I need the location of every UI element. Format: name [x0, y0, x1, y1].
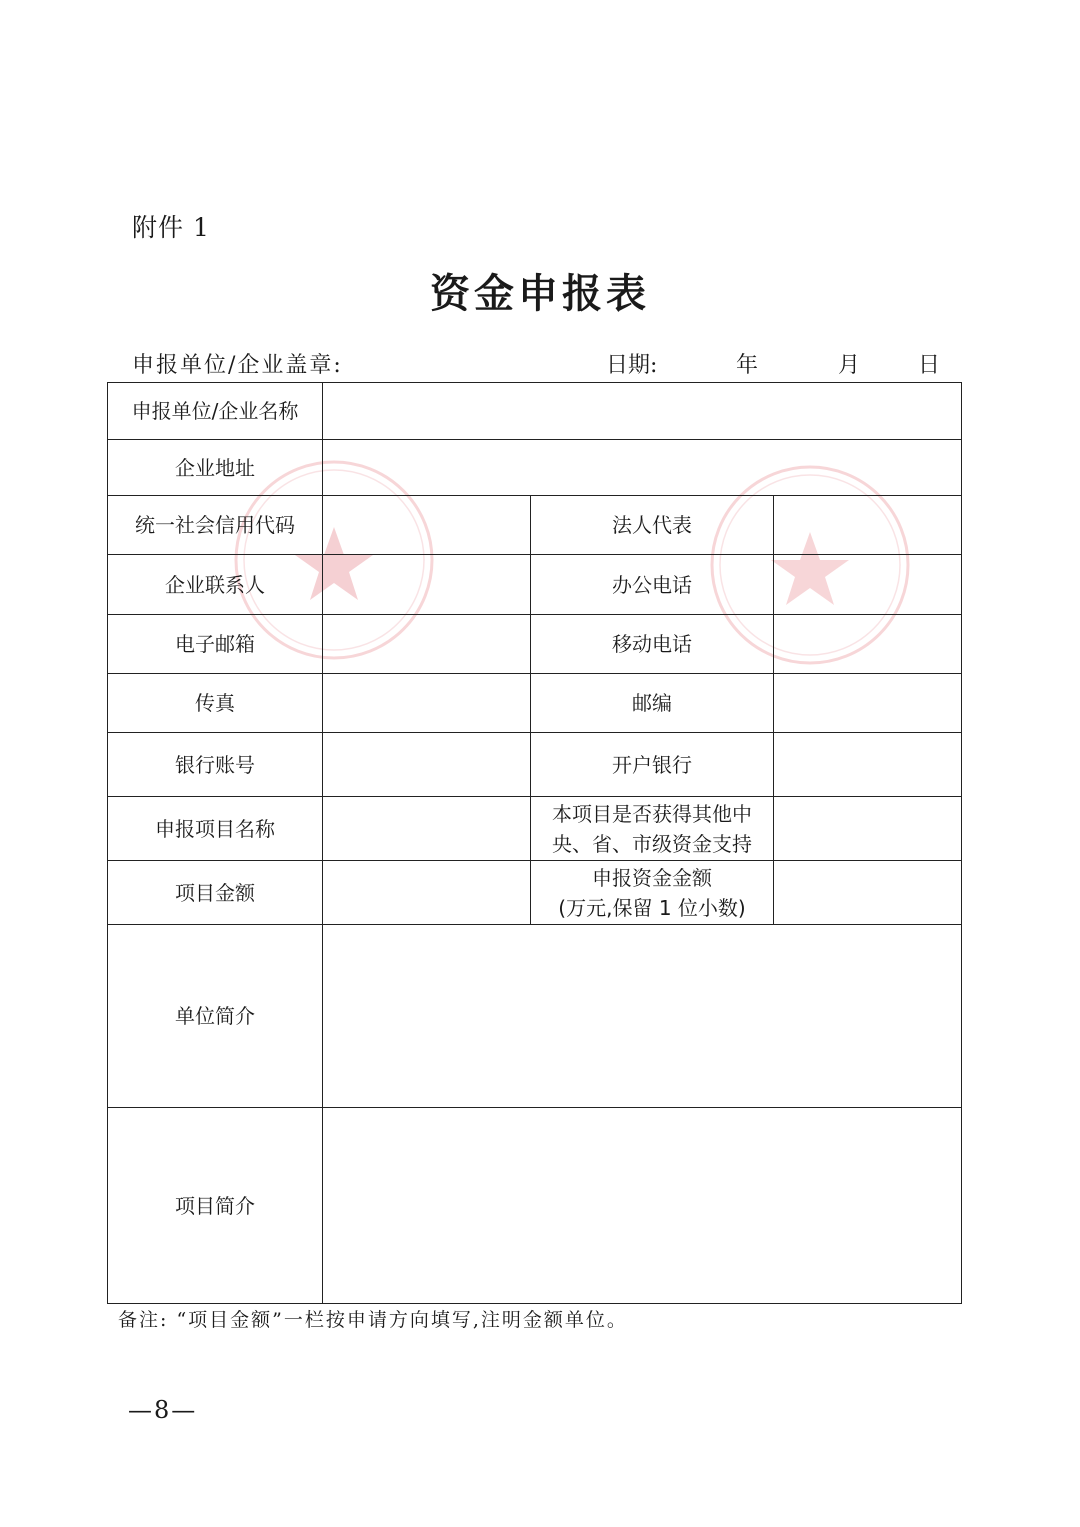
attachment-label: 附件 1: [132, 213, 210, 242]
company-address-label: 企业地址: [108, 440, 323, 496]
bank-account-label: 银行账号: [108, 733, 323, 797]
unit-intro-label: 单位简介: [108, 925, 323, 1108]
legal-rep-label: 法人代表: [531, 496, 774, 555]
date-line: [606, 348, 946, 378]
contact-field[interactable]: [323, 555, 531, 615]
requested-amount-label: [531, 861, 774, 925]
fax-label: 传真: [108, 674, 323, 733]
year-label: 年: [736, 353, 759, 378]
fax-field[interactable]: [323, 674, 531, 733]
company-name-label: 申报单位/企业名称: [108, 383, 323, 440]
mobile-label: 移动电话: [531, 615, 774, 674]
project-name-label: 申报项目名称: [108, 797, 323, 861]
requested-amount-label-line-2: (万元,保留 1 位小数): [558, 895, 746, 920]
other-funding-field[interactable]: [774, 797, 962, 861]
day-label: 日: [918, 353, 941, 378]
credit-code-field[interactable]: [323, 496, 531, 555]
bank-account-field[interactable]: [323, 733, 531, 797]
office-phone-label: 办公电话: [531, 555, 774, 615]
funding-application-table: [107, 382, 962, 1304]
company-address-field[interactable]: [323, 440, 962, 496]
mobile-field[interactable]: [774, 615, 962, 674]
other-funding-label-line-1: 本项目是否获得其他中: [552, 801, 752, 826]
postcode-field[interactable]: [774, 674, 962, 733]
month-label: 月: [838, 353, 861, 378]
project-name-field[interactable]: [323, 797, 531, 861]
project-amount-field[interactable]: [323, 861, 531, 925]
unit-intro-field[interactable]: [323, 925, 962, 1108]
document-title: 资金申报表: [430, 270, 650, 317]
requested-amount-field[interactable]: [774, 861, 962, 925]
project-intro-field[interactable]: [323, 1108, 962, 1304]
other-funding-label-line-2: 央、省、市级资金支持: [552, 831, 752, 856]
applicant-seal-label: 申报单位/企业盖章:: [132, 353, 343, 378]
contact-label: 企业联系人: [108, 555, 323, 615]
office-phone-field[interactable]: [774, 555, 962, 615]
project-intro-label: 项目简介: [108, 1108, 323, 1304]
company-name-field[interactable]: [323, 383, 962, 440]
project-amount-label: 项目金额: [108, 861, 323, 925]
postcode-label: 邮编: [531, 674, 774, 733]
date-label: 日期:: [606, 353, 658, 378]
remark-note: 备注: “项目金额”一栏按申请方向填写,注明金额单位。: [118, 1309, 628, 1331]
credit-code-label: 统一社会信用代码: [108, 496, 323, 555]
page-number: —8—: [128, 1396, 198, 1424]
other-funding-label: [531, 797, 774, 861]
legal-rep-field[interactable]: [774, 496, 962, 555]
bank-label: 开户银行: [531, 733, 774, 797]
email-label: 电子邮箱: [108, 615, 323, 674]
email-field[interactable]: [323, 615, 531, 674]
requested-amount-label-line-1: 申报资金金额: [592, 865, 712, 890]
bank-field[interactable]: [774, 733, 962, 797]
